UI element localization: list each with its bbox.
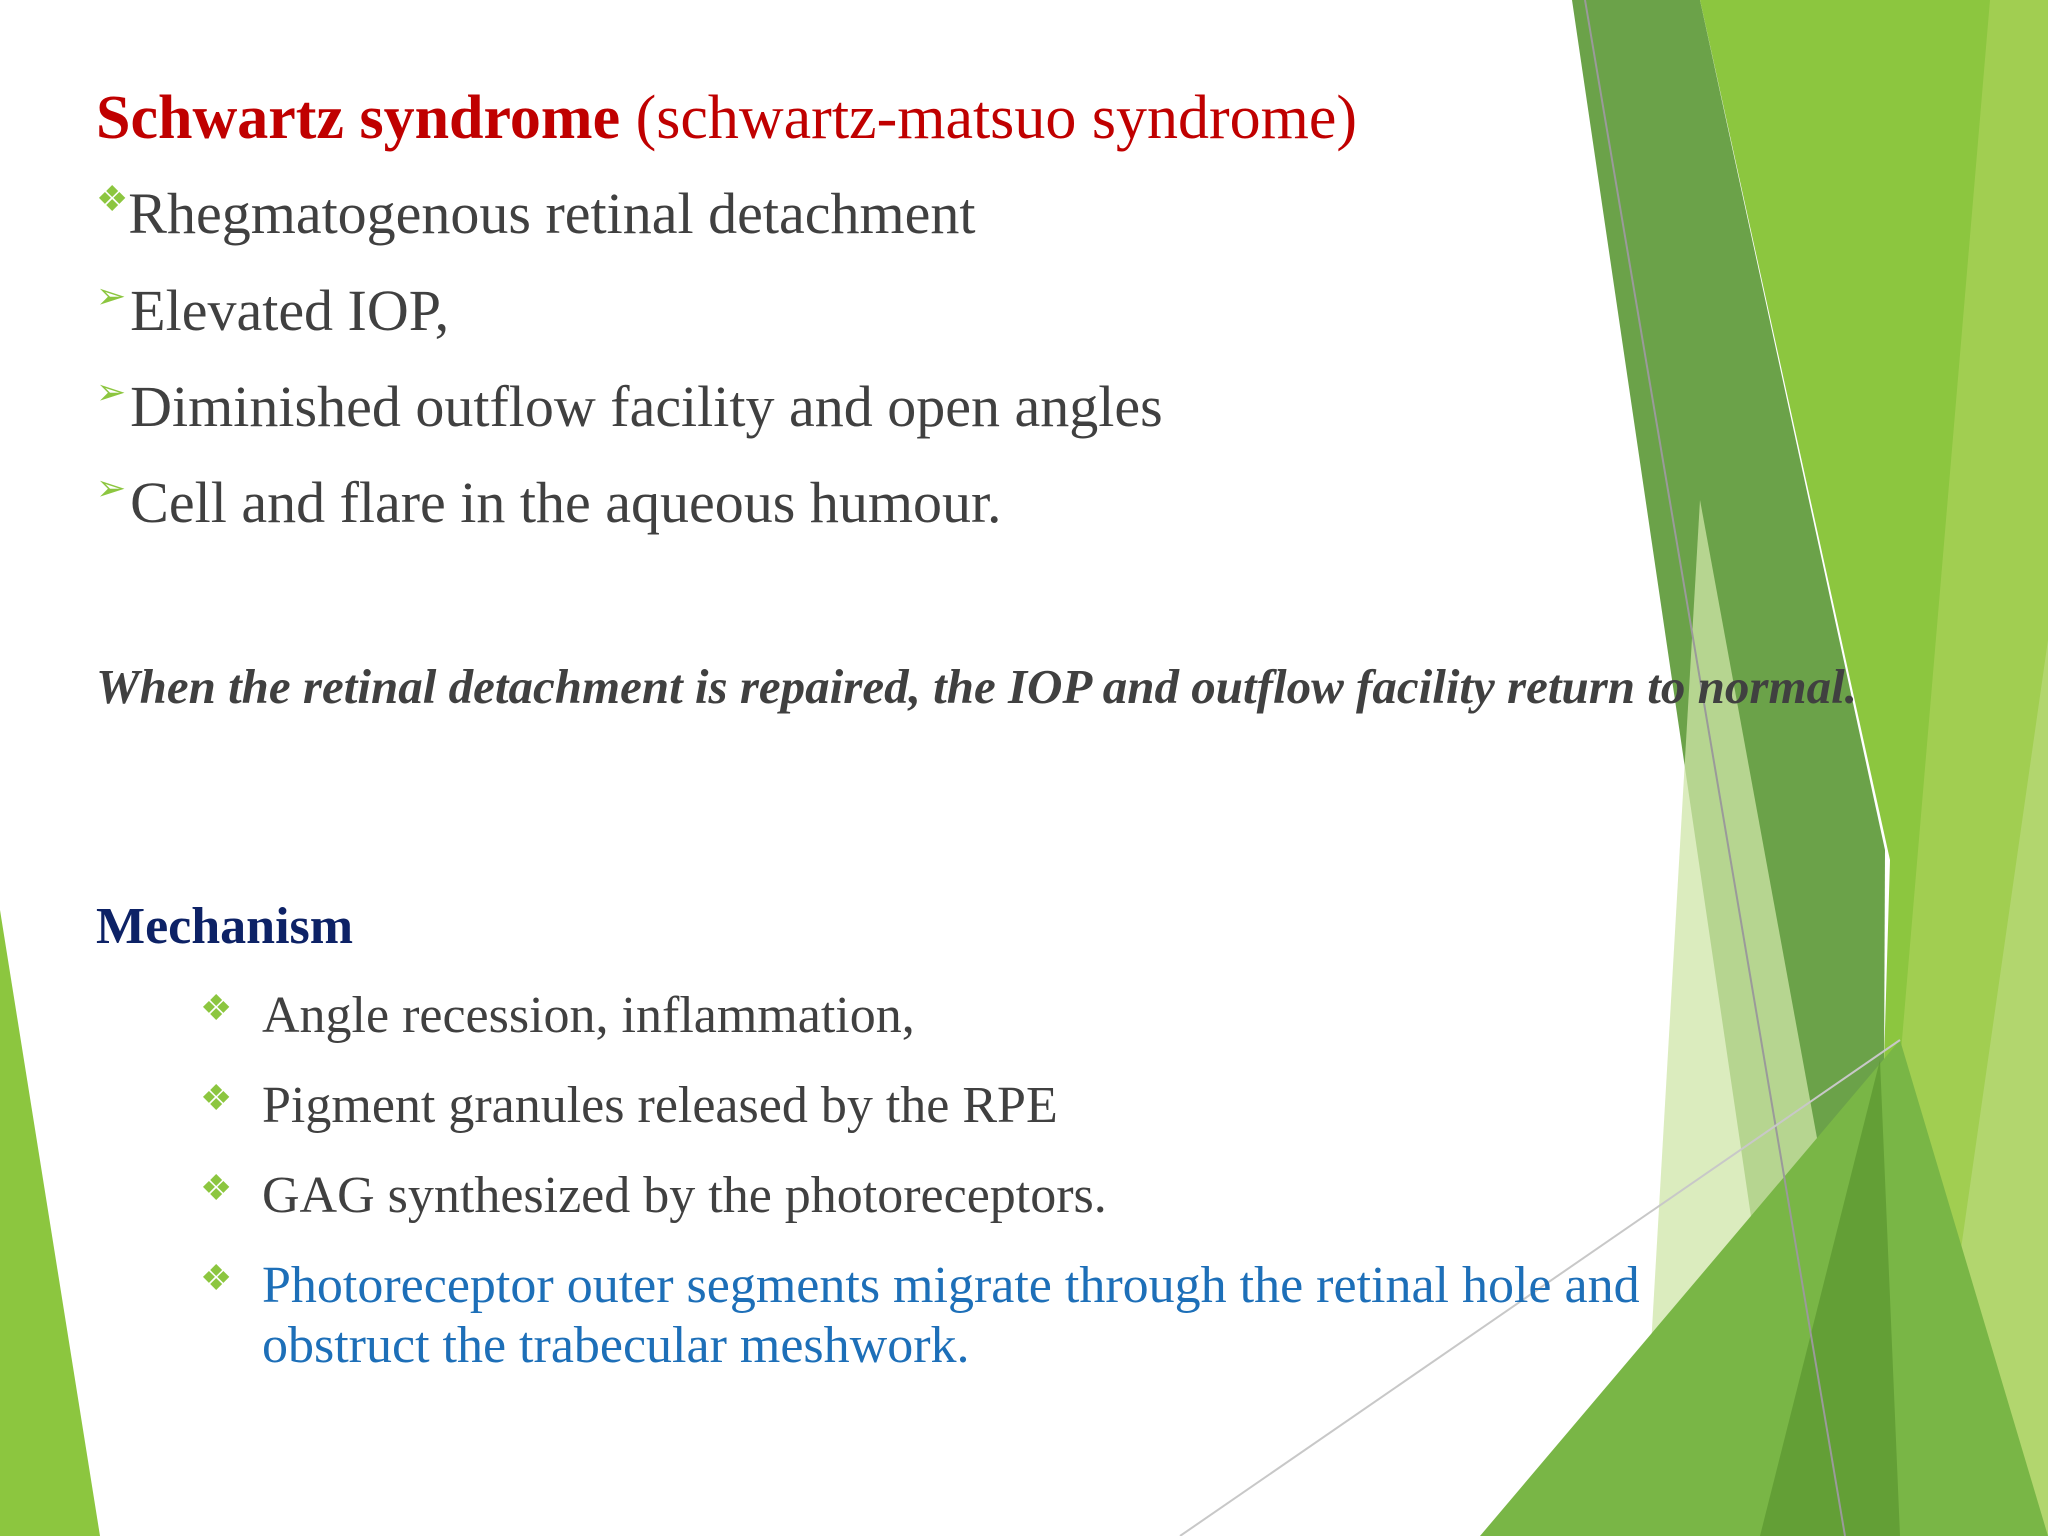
mechanism-item-text: Pigment granules released by the RPE [262, 1077, 1058, 1134]
diamond-bullet-icon: ❖ [200, 1258, 233, 1298]
mechanism-item-text: Angle recession, inflammation, [262, 987, 915, 1044]
diamond-bullet-icon: ❖ [200, 1078, 233, 1118]
title-rest: (schwartz-matsuo syndrome) [635, 84, 1357, 152]
mechanism-heading: Mechanism [96, 898, 354, 955]
point-text: Elevated IOP, [130, 278, 450, 343]
diamond-bullet-icon: ❖ [200, 1168, 233, 1208]
arrow-bullet-icon: ➢ [96, 276, 127, 316]
slide-title [96, 78, 1357, 158]
point-text: Rhegmatogenous retinal detachment [128, 181, 976, 246]
mechanism-item-2 [200, 1076, 1058, 1136]
mechanism-item-4 [200, 1256, 1820, 1376]
point-text: Cell and flare in the aqueous humour. [130, 470, 1002, 535]
arrow-bullet-icon: ➢ [96, 372, 127, 412]
point-2 [96, 276, 449, 346]
mechanism-item-text: GAG synthesized by the photoreceptors. [262, 1167, 1107, 1224]
mechanism-item-3 [200, 1166, 1107, 1226]
repair-note: When the retinal detachment is repaired, the IOP and outflow facility return to normal. [96, 659, 1857, 714]
title-bold: Schwartz syndrome [96, 84, 621, 152]
mechanism-item-1 [200, 986, 915, 1046]
mechanism-item-text: Photoreceptor outer segments migrate through the retinal hole and obstruct the trabecular meshwork. [262, 1257, 1640, 1374]
arrow-bullet-icon: ➢ [96, 468, 127, 508]
diamond-bullet-icon: ❖ [96, 179, 129, 219]
point-3 [96, 372, 1163, 442]
point-text: Diminished outflow facility and open angles [130, 374, 1163, 439]
point-1 [96, 179, 975, 249]
point-4 [96, 468, 1002, 538]
diamond-bullet-icon: ❖ [200, 988, 233, 1028]
